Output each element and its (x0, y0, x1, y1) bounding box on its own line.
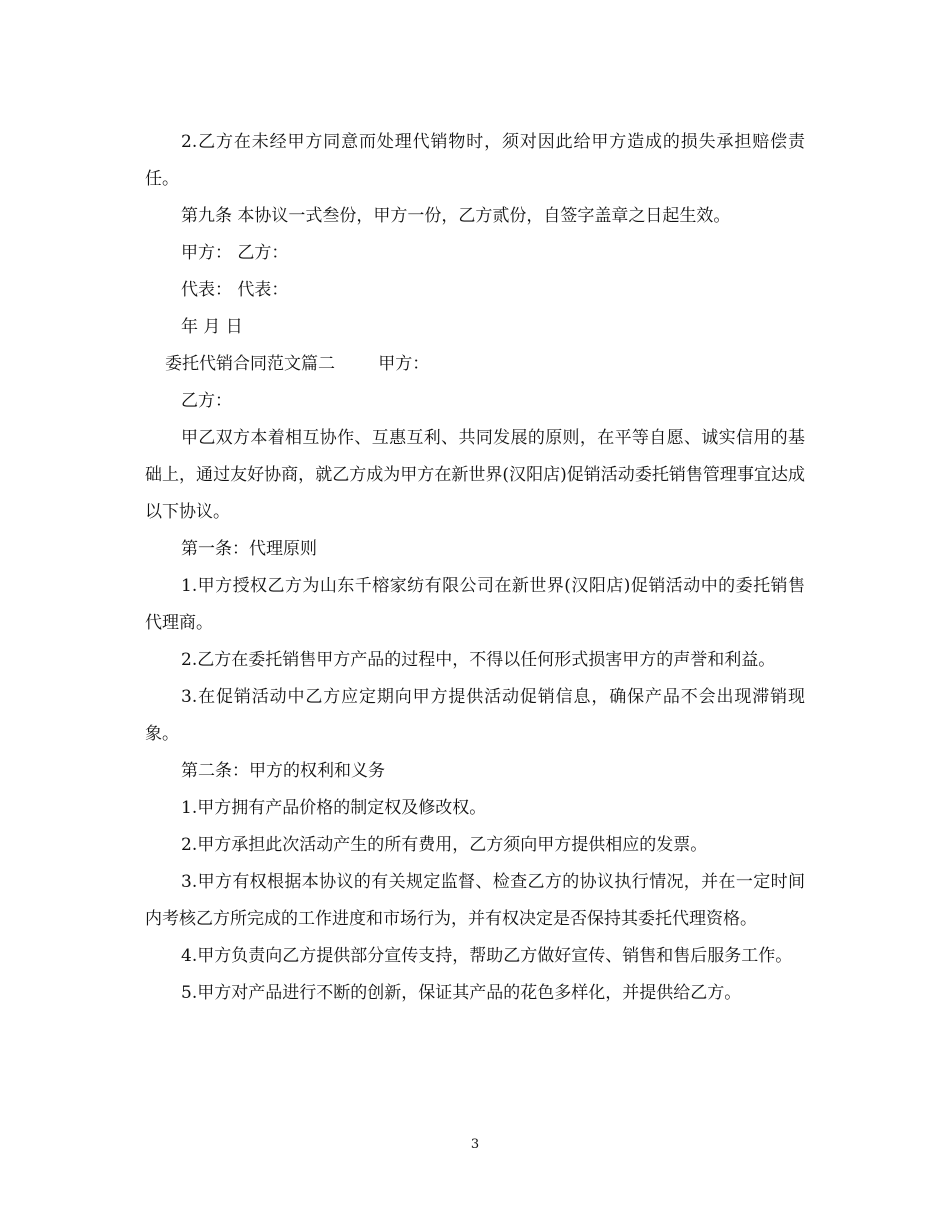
document-body (145, 124, 805, 1012)
page-number: 3 (470, 1137, 480, 1152)
paragraph: 1.甲方拥有产品价格的制定权及修改权。 (181, 798, 487, 818)
paragraph: 乙方： (181, 391, 232, 411)
paragraph: 甲方： 乙方： (181, 243, 289, 263)
paragraph: 4.甲方负责向乙方提供部分宣传支持，帮助乙方做好宣传、销售和售后服务工作。 (181, 946, 793, 966)
paragraph: 年 月 日 (181, 317, 243, 337)
paragraph: 3.甲方有权根据本协议的有关规定监督、检查乙方的协议执行情况，并在一定时间内考核乙方所完成的工作进度和市场行为，并有权决定是否保持其委托代理资格。 (145, 872, 805, 929)
paragraph: 2.乙方在未经甲方同意而处理代销物时，须对因此给甲方造成的损失承担赔偿责任。 (145, 132, 805, 189)
paragraph: 2.甲方承担此次活动产生的所有费用，乙方须向甲方提供相应的发票。 (181, 835, 708, 855)
paragraph: 3.在促销活动中乙方应定期向甲方提供活动促销信息，确保产品不会出现滞销现象。 (145, 687, 805, 744)
paragraph: 1.甲方授权乙方为山东千榕家纺有限公司在新世界(汉阳店)促销活动中的委托销售代理商。 (145, 576, 805, 633)
paragraph: 5.甲方对产品进行不断的创新，保证其产品的花色多样化，并提供给乙方。 (181, 983, 742, 1003)
paragraph: 代表： 代表： (181, 280, 289, 300)
paragraph: 甲乙双方本着相互协作、互惠互利、共同发展的原则，在平等自愿、诚实信用的基础上，通过友好协商，就乙方成为甲方在新世界(汉阳店)促销活动委托销售管理事宜达成以下协议。 (145, 428, 805, 522)
paragraph: 2.乙方在委托销售甲方产品的过程中，不得以任何形式损害甲方的声誉和利益。 (181, 650, 776, 670)
paragraph: 第九条 本协议一式叁份，甲方一份，乙方贰份，自签字盖章之日起生效。 (181, 206, 731, 226)
paragraph: 第一条：代理原则 (181, 539, 317, 559)
paragraph: 第二条：甲方的权利和义务 (181, 761, 385, 781)
section-heading: 委托代销合同范文篇二 甲方： (165, 354, 430, 374)
